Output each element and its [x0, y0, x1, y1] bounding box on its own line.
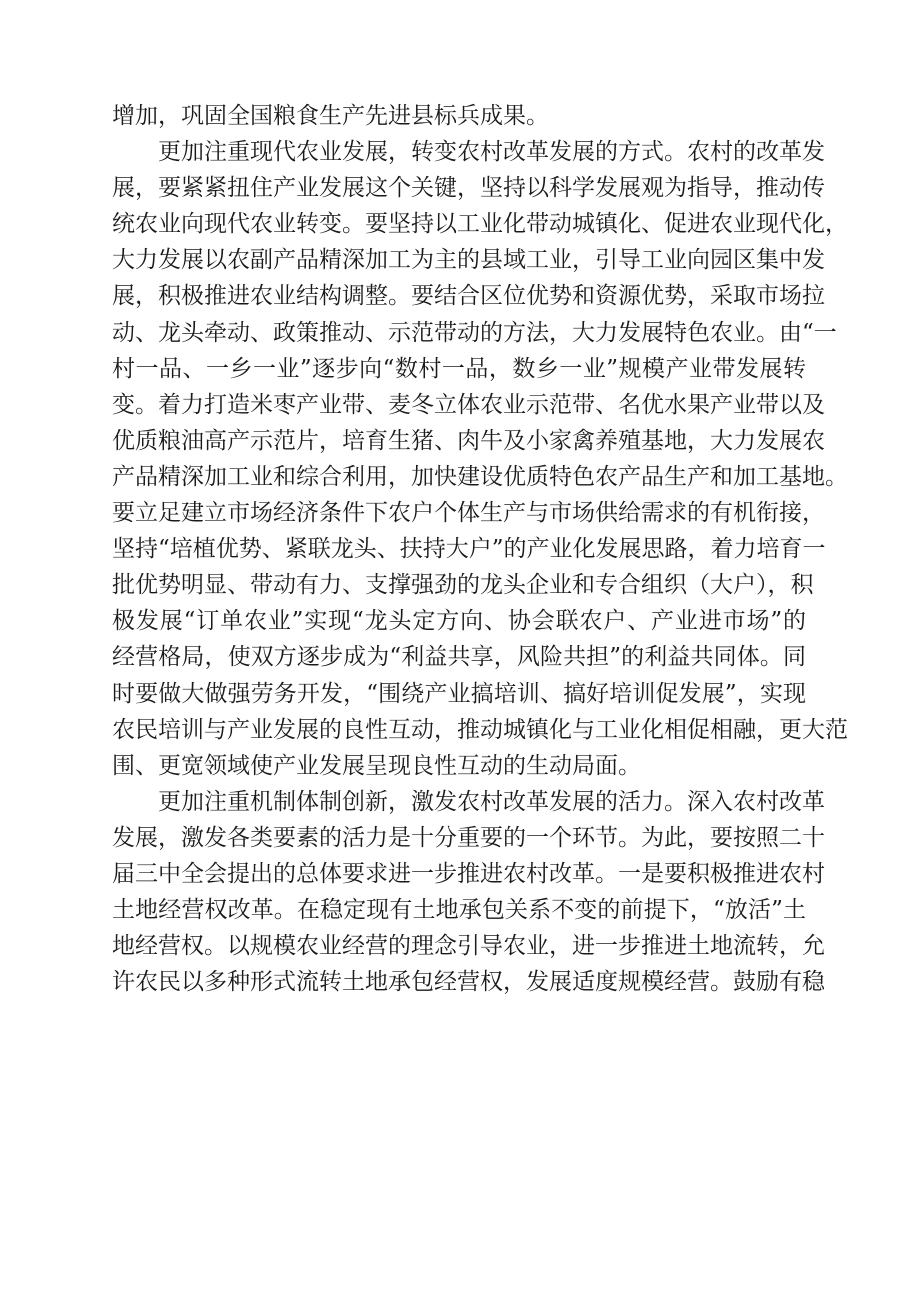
text-line: 坚持“培植优势、紧联龙头、扶持大户”的产业化发展思路，着力培育一	[112, 536, 826, 563]
text-line: 增加，巩固全国粮食生产先进县标兵成果。	[112, 103, 549, 129]
text-line: 大力发展以农副产品精深加工为主的县域工业，引导工业向园区集中发	[112, 247, 825, 274]
text-line: 经营格局，使双方逐步成为“利益共享，风险共担”的利益共同体。同	[112, 644, 806, 671]
text-line: 发展，激发各类要素的活力是十分重要的一个环节。为此，要按照二十	[112, 824, 825, 851]
text-line: 村一品、一乡一业”逐步向“数村一品，数乡一业”规模产业带发展转	[112, 355, 806, 382]
text-line: 要立足建立市场经济条件下农户个体生产与市场供给需求的有机衔接，	[112, 500, 825, 527]
body-text	[112, 98, 848, 1000]
text-line: 变。着力打造米枣产业带、麦冬立体农业示范带、名优水果产业带以及	[112, 391, 825, 418]
text-line: 动、龙头牵动、政策推动、示范带动的方法，大力发展特色农业。由“一	[112, 319, 837, 346]
text-line: 围、更宽领域使产业发展呈现良性互动的生动局面。	[112, 752, 641, 779]
text-line: 许农民以多种形式流转土地承包经营权，发展适度规模经营。鼓励有稳	[112, 969, 825, 996]
text-line: 农民培训与产业发展的良性互动，推动城镇化与工业化相促相融，更大范	[112, 716, 848, 743]
text-line: 产品精深加工业和综合利用，加快建设优质特色农产品生产和加工基地。	[112, 463, 848, 490]
paragraph	[112, 784, 825, 1001]
text-line: 批优势明显、带动有力、支撑强劲的龙头企业和专合组织（大户），积	[112, 572, 814, 599]
text-line: 地经营权。以规模农业经营的理念引导农业，进一步推进土地流转，允	[112, 933, 825, 960]
text-line: 届三中全会提出的总体要求进一步推进农村改革。一是要积极推进农村	[112, 860, 825, 887]
text-line: 极发展“订单农业”实现“龙头定方向、协会联农户、产业进市场”的	[112, 608, 806, 635]
text-line: 更加注重现代农业发展，转变农村改革发展的方式。农村的改革发	[158, 139, 825, 166]
text-line: 统农业向现代农业转变。要坚持以工业化带动城镇化、促进农业现代化，	[112, 211, 848, 238]
text-line: 优质粮油高产示范片，培育生猪、肉牛及小家禽养殖基地，大力发展农	[112, 427, 825, 454]
text-line: 时要做大做强劳务开发，“围绕产业搞培训、搞好培训促发展”，实现	[112, 680, 806, 707]
text-line: 更加注重机制体制创新，激发农村改革发展的活力。深入农村改革	[158, 788, 825, 815]
paragraph	[112, 134, 848, 784]
text-line: 展，积极推进农业结构调整。要结合区位优势和资源优势，采取市场拉	[112, 283, 825, 310]
text-line: 土地经营权改革。在稳定现有土地承包关系不变的前提下，“放活”土	[112, 897, 806, 924]
paragraph	[112, 98, 806, 134]
text-line: 展，要紧紧扭住产业发展这个关键，坚持以科学发展观为指导，推动传	[112, 175, 825, 202]
